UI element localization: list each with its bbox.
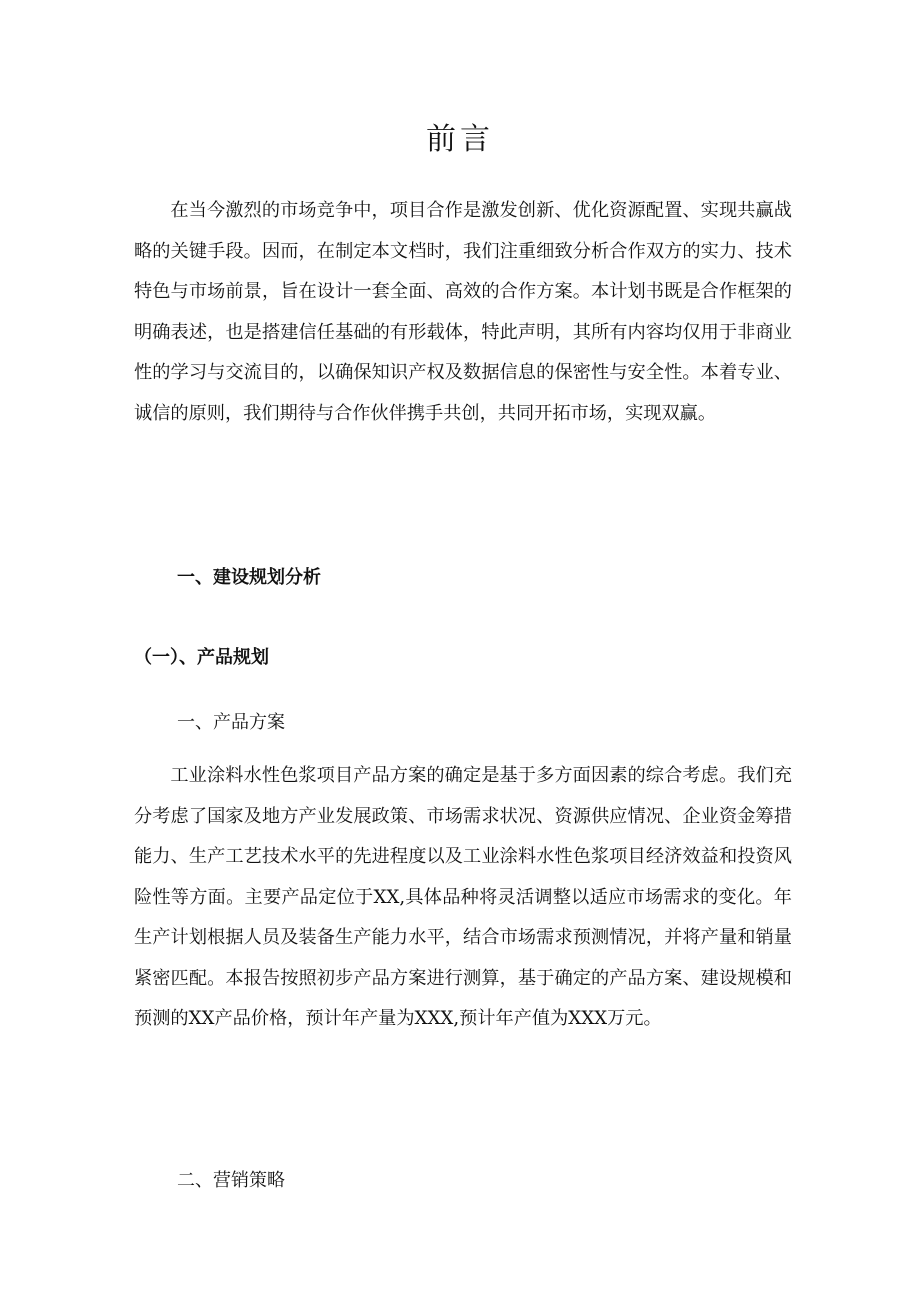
preface-paragraph: 在当今激烈的市场竞争中，项目合作是激发创新、优化资源配置、实现共赢战略的关键手段。因而，在制定本文档时，我们注重细致分析合作双方的实力、技术特色与市场前景，旨在设计一套全面、高效的合作方案。本计划书既是合作框架的明确表述，也是搭建信任基础的有形载体，特此声明，其所有内容均仅用于非商业性的学习与交流目的，以确保知识产权及数据信息的保密性与安全性。本着专业、诚信的原则，我们期待与合作伙伴携手共创，共同开拓市场，实现双赢。: [134, 200, 792, 424]
product-plan-paragraph: 工业涂料水性色浆项目产品方案的确定是基于多方面因素的综合考虑。我们充分考虑了国家及地方产业发展政策、市场需求状况、资源供应情况、企业资金筹措能力、生产工艺技术水平的先进程度以及工业涂料水性色浆项目经济效益和投资风险性等方面。主要产品定位于XX,具体品种将灵活调整以适应市场需求的变化。年生产计划根据人员及装备生产能力水平，结合市场需求预测情况，并将产量和销量紧密匹配。本报告按照初步产品方案进行测算，基于确定的产品方案、建设规模和预测的XX产品价格，预计年产量为XXX,预计年产值为XXX万元。: [134, 765, 792, 1029]
product-plan-heading: 一、产品方案: [177, 712, 285, 733]
section-heading: 一、建设规划分析: [177, 567, 321, 588]
marketing-strategy-heading: 二、营销策略: [177, 1170, 285, 1191]
subsection-heading: （一）、产品规划: [134, 647, 269, 668]
page-title: 前言: [426, 122, 494, 157]
